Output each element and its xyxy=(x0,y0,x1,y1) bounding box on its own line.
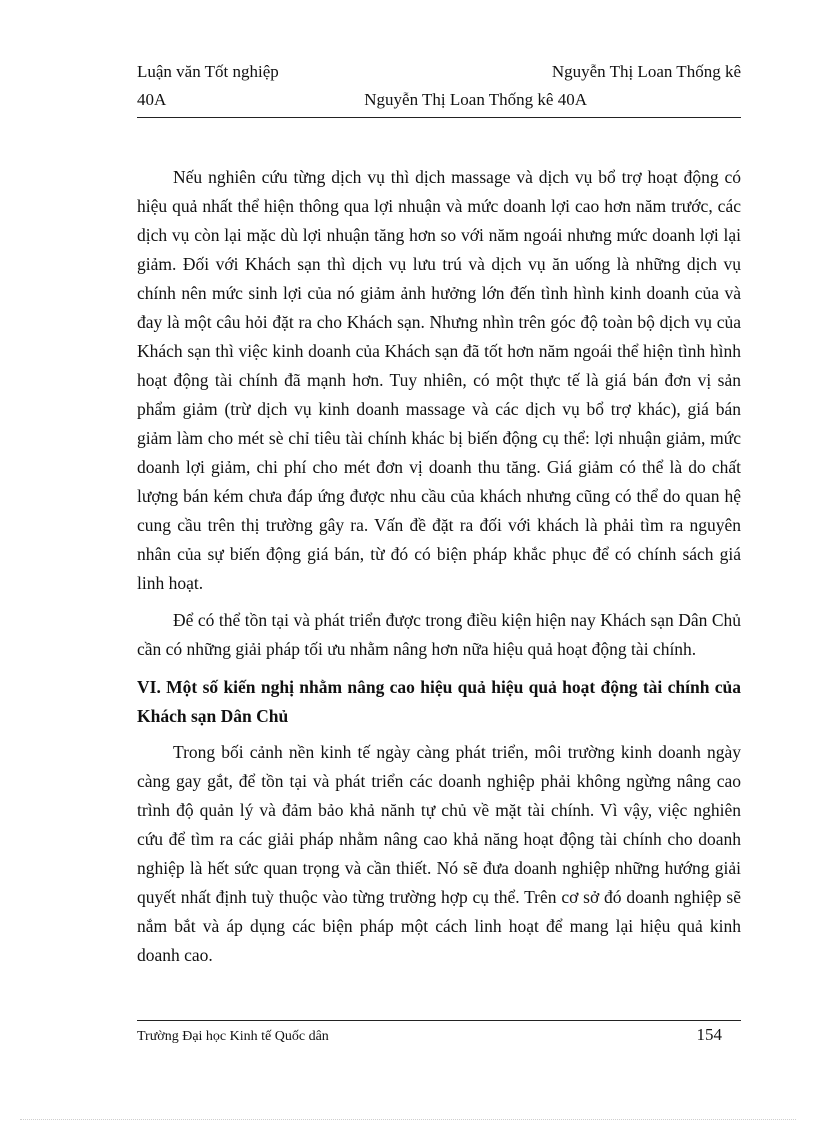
header-author: Nguyễn Thị Loan Thống kê xyxy=(551,62,741,81)
header-author-class: Nguyễn Thị Loan Thống kê 40A xyxy=(364,90,587,109)
header-class: 40A xyxy=(137,90,167,109)
header-thesis-title: Luận văn Tốt nghiệp xyxy=(137,62,279,81)
footer-divider xyxy=(137,1020,741,1021)
footer-school: Trường Đại học Kinh tế Quốc dân xyxy=(137,1029,329,1044)
page-body xyxy=(137,163,741,970)
body-paragraph-1: Nếu nghiên cứu từng dịch vụ thì dịch massage và dịch vụ bổ trợ hoạt động có hiệu quả nhất thể hiện thông qua lợi nhuận và mức doanh lợi cao hơn năm trước, các dịch vụ còn lại mặc dù lợi nhuận tăng hơn so với năm ngoái nhưng mức doanh lợi lại giảm. Đối với Khách sạn thì dịch vụ lưu trú và dịch vụ ăn uống là những dịch vụ chính nên mức sinh lợi của nó giảm ảnh hưởng lớn đến tình hình kinh doanh của và đay là một câu hỏi đặt ra cho Khách sạn. Nhưng nhìn trên góc độ toàn bộ dịch vụ của Khách sạn thì việc kinh doanh của Khách sạn đã tốt hơn năm ngoái thể hiện tình hình hoạt động tài chính đã mạnh hơn. Tuy nhiên, có một thực tế là giá bán đơn vị sản phẩm giảm (trừ dịch vụ kinh doanh massage và các dịch vụ bổ trợ khác), giá bán giảm làm cho mét sè chỉ tiêu tài chính khác bị biến động cụ thể: lợi nhuận giảm, mức doanh lợi giảm, chi phí cho mét đơn vị doanh thu tăng. Giá giảm có thể là do chất lượng bán kém chưa đáp ứng được nhu cầu của khách nhưng cũng có thể do quan hệ cung cầu trên thị trường gây ra. Vấn đề đặt ra đối với khách là phải tìm ra nguyên nhân của sự biến động giá bán, từ đó có biện pháp khắc phục để có chính sách giá linh hoạt. xyxy=(137,167,741,593)
page-header xyxy=(137,58,741,114)
header-row-1 xyxy=(137,58,741,86)
body-paragraph-3: Trong bối cảnh nền kinh tế ngày càng phát triển, môi trường kinh doanh ngày càng gay gắt, để tồn tại và phát triển các doanh nghiệp phải không ngừng nâng cao trình độ quản lý và đảm bảo khả nănh tự chủ về mặt tài chính. Vì vậy, việc nghiên cứu để tìm ra các giải pháp nhằm nâng cao khả năng hoạt động tài chính cho doanh nghiệp là hết sức quan trọng và cần thiết. Nó sẽ đưa doanh nghiệp những hướng giải quyết nhất định tuỳ thuộc vào từng trường hợp cụ thể. Trên cơ sở đó doanh nghiệp sẽ nắm bắt và áp dụng các biện pháp một cách linh hoạt để mang lại hiệu quả kinh doanh cao. xyxy=(137,742,741,965)
page-edge xyxy=(20,1119,796,1120)
page-footer xyxy=(137,1025,722,1045)
page-number: 154 xyxy=(696,1025,722,1044)
header-row-2 xyxy=(137,86,741,114)
body-paragraph-2: Để có thể tồn tại và phát triển được trong điều kiện hiện nay Khách sạn Dân Chủ cần có những giải pháp tối ưu nhằm nâng hơn nữa hiệu quả hoạt động tài chính. xyxy=(137,610,741,659)
section-heading: VI. Một số kiến nghị nhằm nâng cao hiệu quả hiệu quả hoạt động tài chính của Khách sạn Dân Chủ xyxy=(137,677,741,726)
header-divider xyxy=(137,117,741,118)
